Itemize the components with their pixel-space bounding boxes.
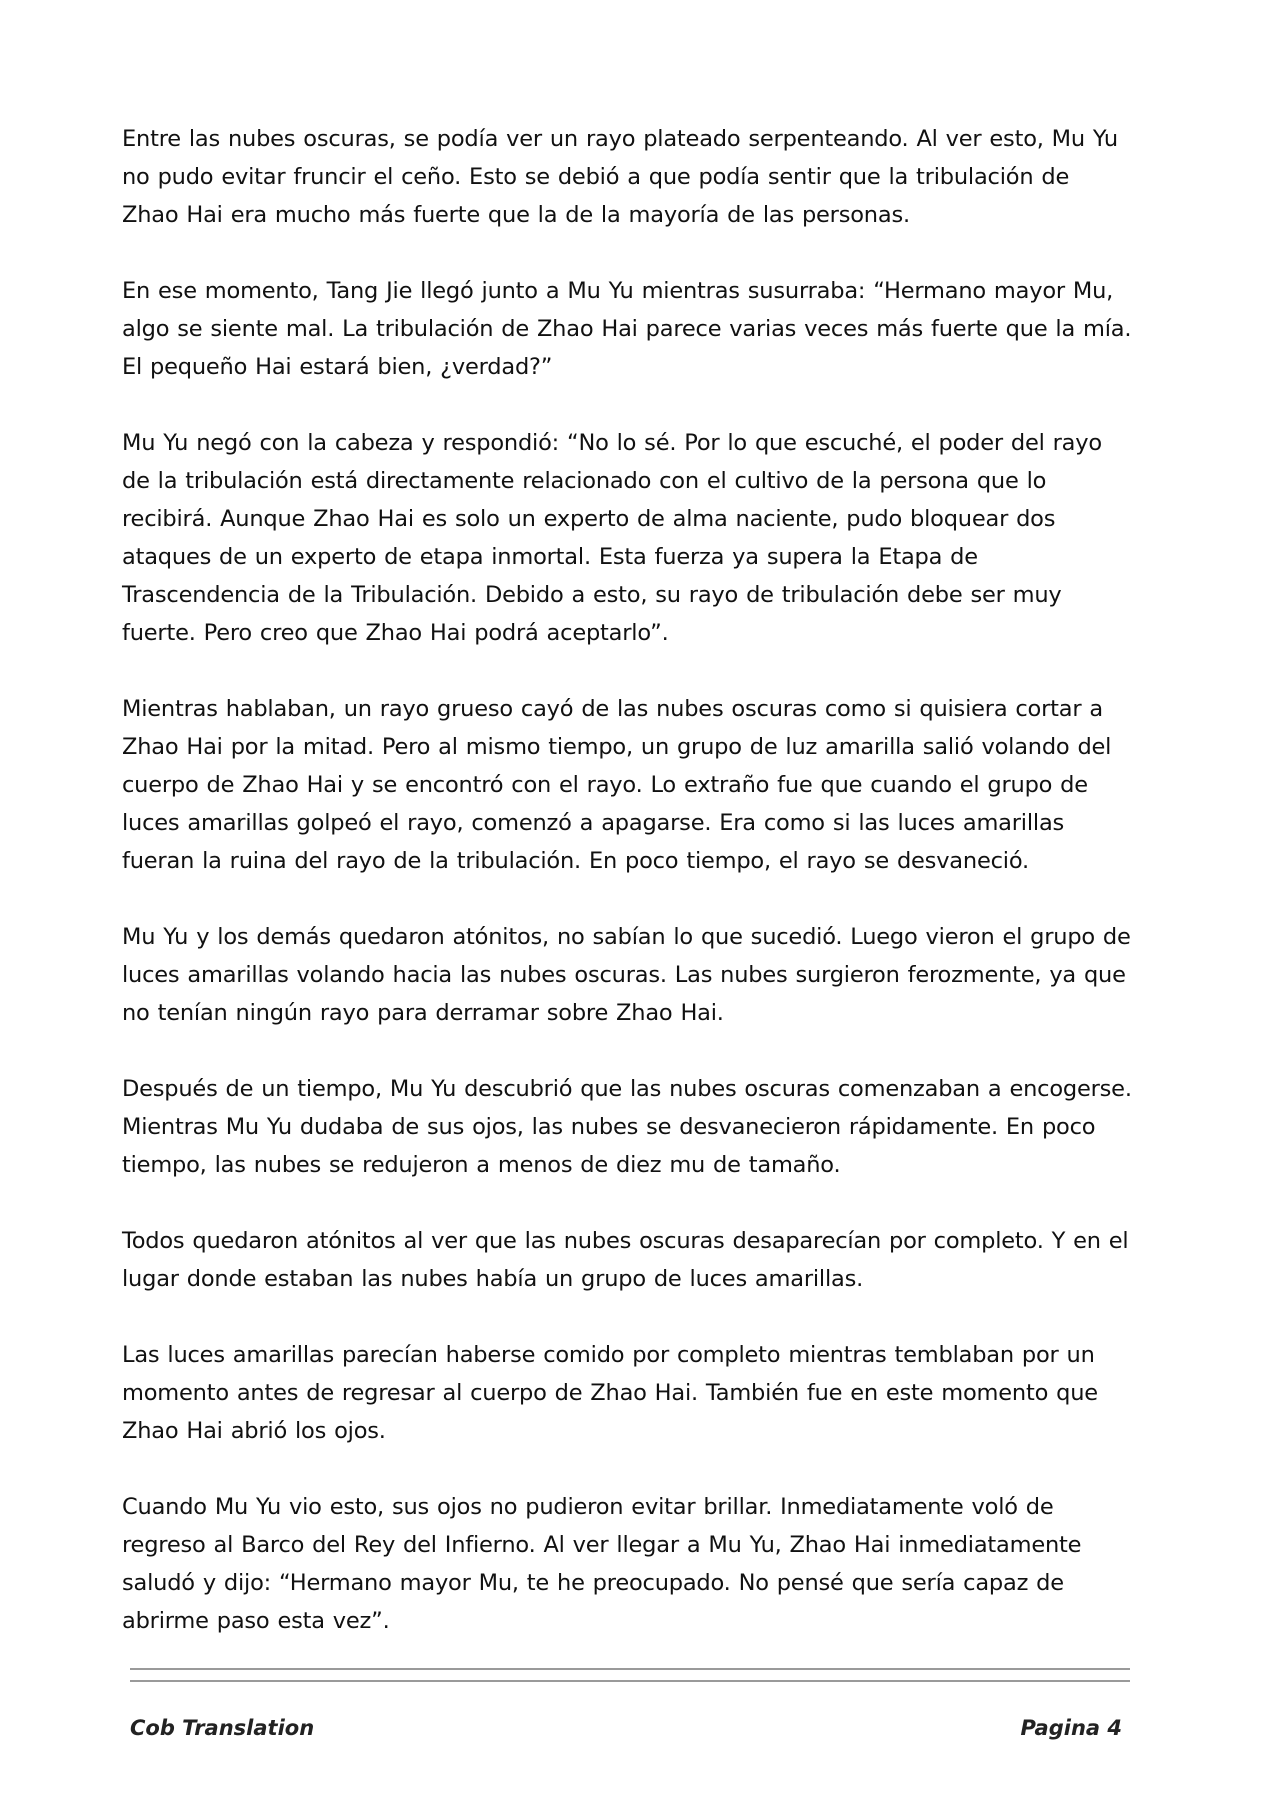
- page-number: Pagina 4: [1020, 1716, 1122, 1740]
- paragraph: Entre las nubes oscuras, se podía ver un rayo plateado serpenteando. Al ver esto, Mu Yu no pudo evitar fruncir el ceño. Esto se debió a que podía sentir que la tribulación de Zhao Hai era mucho más fuerte que la de la mayoría de las personas.: [122, 126, 1118, 228]
- paragraph: Cuando Mu Yu vio esto, sus ojos no pudieron evitar brillar. Inmediatamente voló de regreso al Barco del Rey del Infierno. Al ver llegar a Mu Yu, Zhao Hai inmediatamente saludó y dijo: “Hermano mayor Mu, te he preocupado. No pensé que sería capaz de abrirme paso esta vez”.: [122, 1494, 1082, 1634]
- footer-credit: Cob Translation: [130, 1716, 315, 1740]
- paragraph: Mu Yu negó con la cabeza y respondió: “No lo sé. Por lo que escuché, el poder del rayo de la tribulación está directamente relacionado con el cultivo de la persona que lo recibirá. Aunque Zhao Hai es solo un experto de alma naciente, pudo bloquear dos ataques de un experto de etapa inmortal. Esta fuerza ya supera la Etapa de Trascendencia de la Tribulación. Debido a esto, su rayo de tribulación debe ser muy fuerte. Pero creo que Zhao Hai podrá aceptarlo”.: [122, 430, 1102, 646]
- footer-divider-top: [130, 1668, 1130, 1670]
- paragraph: Las luces amarillas parecían haberse comido por completo mientras temblaban por un momento antes de regresar al cuerpo de Zhao Hai. También fue en este momento que Zhao Hai abrió los ojos.: [122, 1342, 1098, 1444]
- paragraph: Después de un tiempo, Mu Yu descubrió que las nubes oscuras comenzaban a encogerse. Mientras Mu Yu dudaba de sus ojos, las nubes se desvanecieron rápidamente. En poco tiempo, las nubes se redujeron a menos de diez mu de tamaño.: [122, 1076, 1132, 1178]
- paragraph: Mientras hablaban, un rayo grueso cayó de las nubes oscuras como si quisiera cortar a Zhao Hai por la mitad. Pero al mismo tiempo, un grupo de luz amarilla salió volando del cuerpo de Zhao Hai y se encontró con el rayo. Lo extraño fue que cuando el grupo de luces amarillas golpeó el rayo, comenzó a apagarse. Era como si las luces amarillas fueran la ruina del rayo de la tribulación. En poco tiempo, el rayo se desvaneció.: [122, 696, 1112, 874]
- document-body: [122, 120, 1132, 1678]
- paragraph: Mu Yu y los demás quedaron atónitos, no sabían lo que sucedió. Luego vieron el grupo de luces amarillas volando hacia las nubes oscuras. Las nubes surgieron ferozmente, ya que no tenían ningún rayo para derramar sobre Zhao Hai.: [122, 924, 1131, 1026]
- paragraph: Todos quedaron atónitos al ver que las nubes oscuras desaparecían por completo. Y en el lugar donde estaban las nubes había un grupo de luces amarillas.: [122, 1228, 1129, 1292]
- footer-divider-bottom: [130, 1680, 1130, 1682]
- paragraph: En ese momento, Tang Jie llegó junto a Mu Yu mientras susurraba: “Hermano mayor Mu, algo se siente mal. La tribulación de Zhao Hai parece varias veces más fuerte que la mía. El pequeño Hai estará bien, ¿verdad?”: [122, 278, 1132, 380]
